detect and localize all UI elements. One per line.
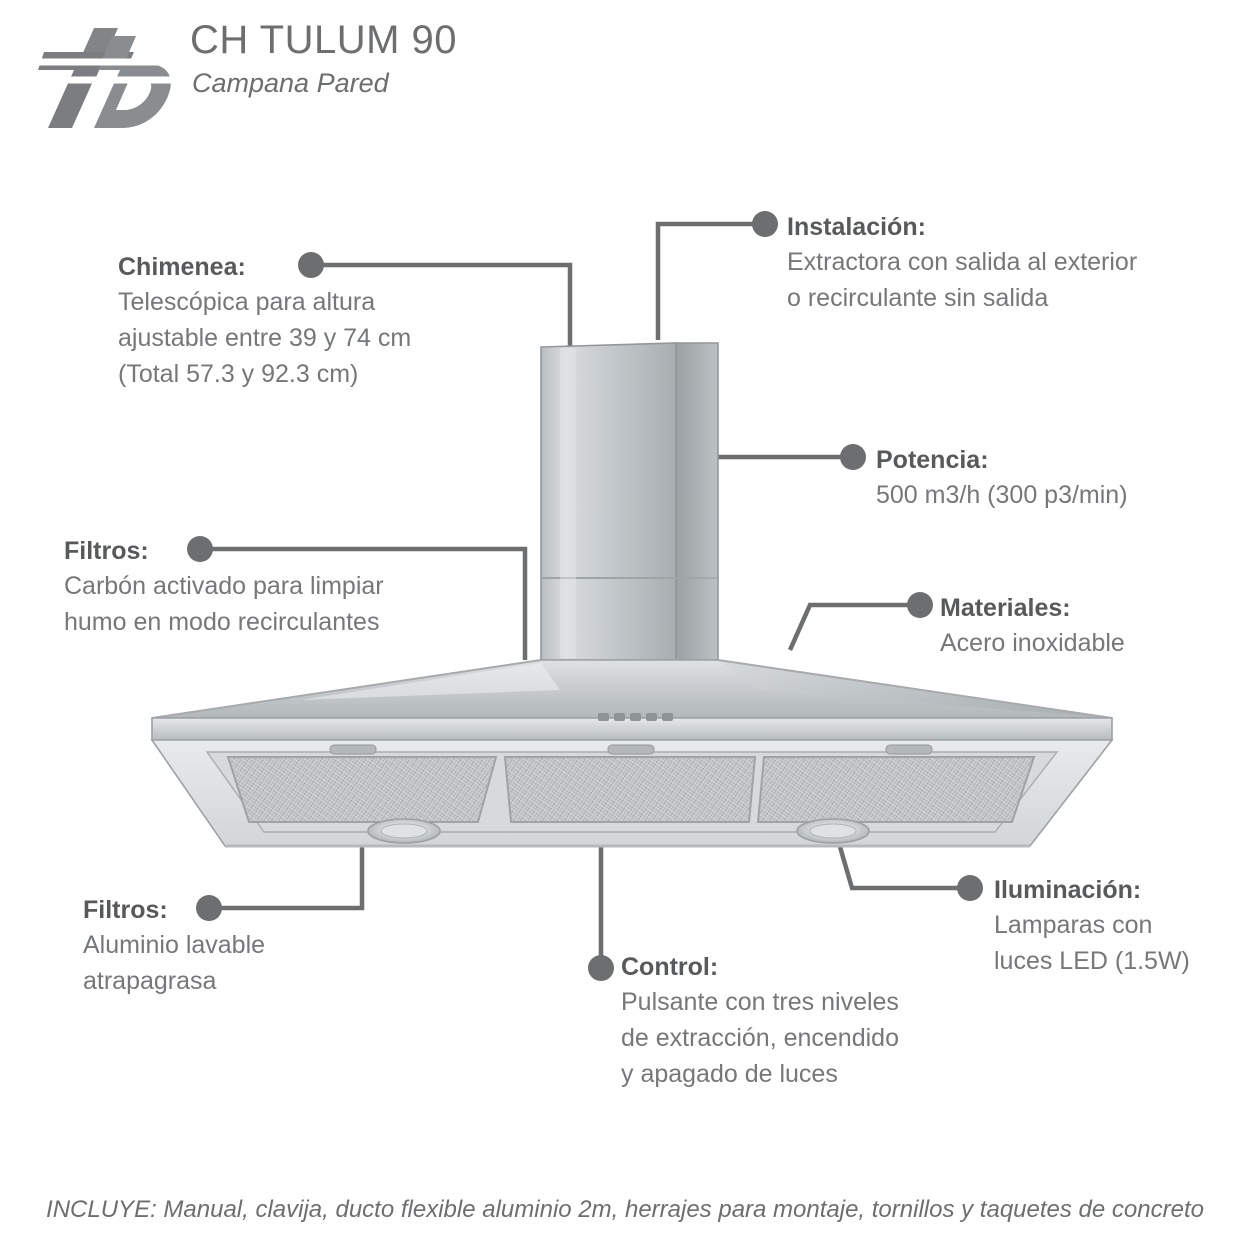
callout-instalacion-label: Instalación: — [787, 213, 926, 241]
callout-control-label: Control: — [621, 953, 719, 981]
callout-chimenea — [118, 250, 411, 392]
chimney — [541, 343, 718, 660]
callout-potencia-line-1: 500 m3/h (300 p3/min) — [876, 481, 1128, 509]
led-lamp-right — [797, 819, 869, 843]
page-subtitle: Campana Pared — [192, 68, 389, 98]
includes-footer: INCLUYE: Manual, clavija, ducto flexible aluminio 2m, herrajes para montaje, tornillos y taquetes de concreto — [46, 1196, 1204, 1223]
callout-filtros-carbon-line-1: Carbón activado para limpiar — [64, 572, 384, 600]
canopy — [152, 660, 1112, 718]
callout-control-line-1: Pulsante con tres niveles — [621, 988, 899, 1016]
callout-instalacion-line-1: Extractora con salida al exterior — [787, 248, 1138, 276]
filter-panel-right — [758, 745, 1034, 822]
filter-panel-center — [505, 745, 755, 822]
callout-chimenea-label: Chimenea: — [118, 253, 246, 281]
callout-chimenea-line-2: ajustable entre 39 y 74 cm — [118, 324, 412, 352]
page-title: CH TULUM 90 — [190, 18, 458, 62]
callout-iluminacion-label: Iluminación: — [994, 876, 1142, 904]
callout-control-line-2: de extracción, encendido — [621, 1024, 899, 1052]
callout-iluminacion-line-2: luces LED (1.5W) — [994, 947, 1190, 975]
callout-chimenea-line-1: Telescópica para altura — [118, 288, 376, 316]
callout-materiales-label: Materiales: — [940, 594, 1071, 622]
callout-potencia-label: Potencia: — [876, 446, 989, 474]
callout-iluminacion — [994, 873, 1190, 979]
callout-materiales — [940, 591, 1125, 661]
callout-control-line-3: y apagado de luces — [621, 1060, 838, 1088]
callout-potencia — [876, 443, 1128, 513]
callout-iluminacion-line-1: Lamparas con — [994, 911, 1153, 939]
callout-filtros-carbon — [64, 534, 384, 640]
callout-chimenea-line-3: (Total 57.3 y 92.3 cm) — [118, 360, 359, 388]
callout-filtros-aluminio-line-1: Aluminio lavable — [83, 931, 266, 959]
callout-filtros-aluminio-label: Filtros: — [83, 896, 168, 924]
callout-instalacion — [787, 210, 1137, 316]
callout-filtros-aluminio-line-2: atrapagrasa — [83, 967, 217, 995]
led-lamp-left — [368, 819, 440, 843]
filter-housing — [152, 740, 1112, 846]
callout-instalacion-line-2: o recirculante sin salida — [787, 284, 1049, 312]
callout-filtros-carbon-line-2: humo en modo recirculantes — [64, 608, 380, 636]
callout-filtros-aluminio — [83, 893, 265, 999]
filter-panel-left — [228, 745, 496, 822]
callout-control — [621, 950, 899, 1092]
callout-materiales-line-1: Acero inoxidable — [940, 629, 1125, 657]
callout-filtros-carbon-label: Filtros: — [64, 537, 149, 565]
